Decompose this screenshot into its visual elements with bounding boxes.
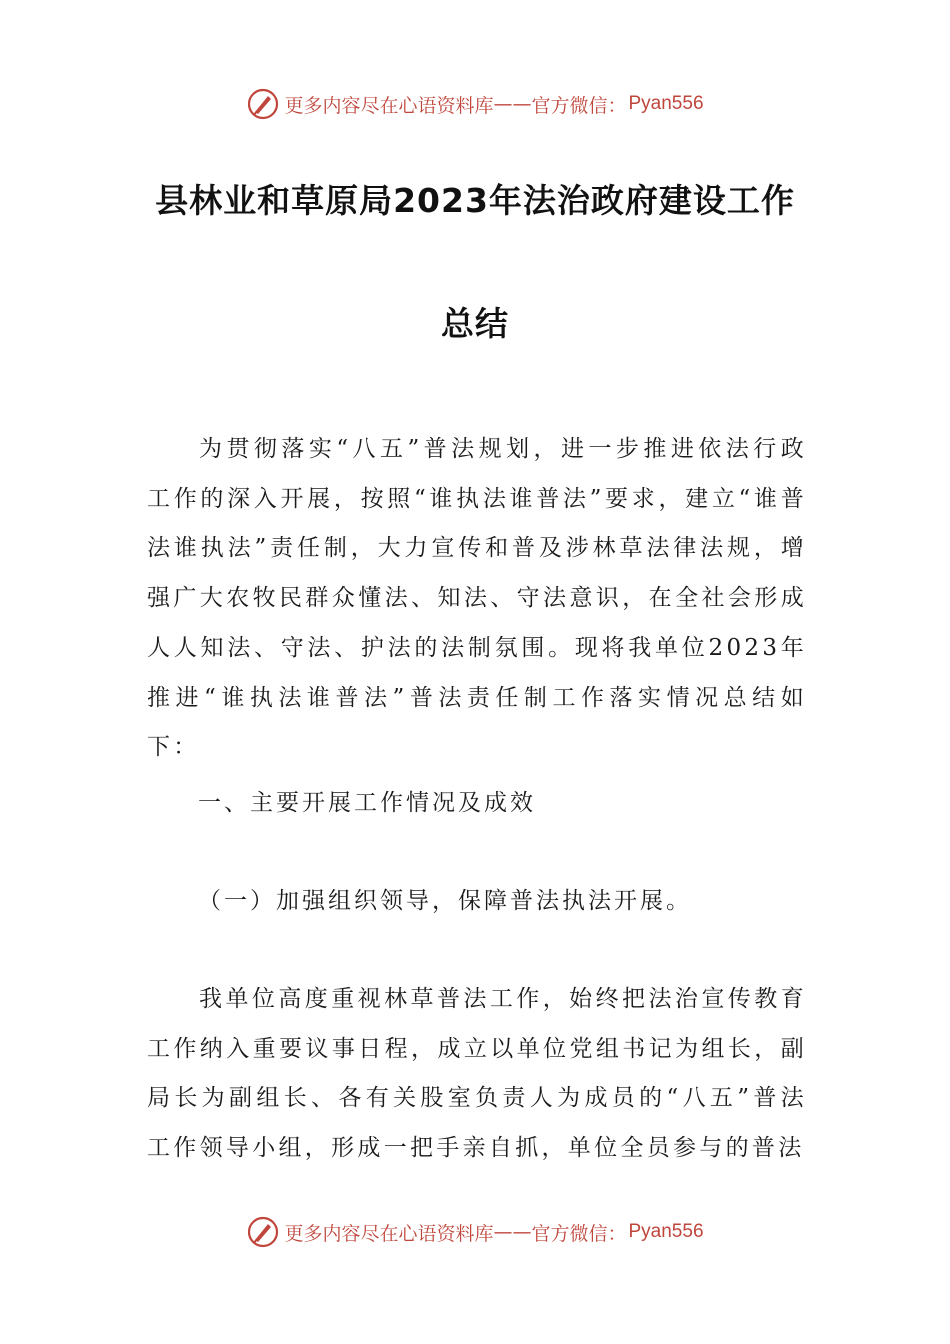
watermark-text: 更多内容尽在心语资料库 <box>284 1222 494 1245</box>
watermark-dash: —— <box>493 1221 532 1243</box>
watermark-wechat-id: Pyan556 <box>628 1221 704 1242</box>
watermark-wechat-label: 官方微信： <box>531 94 627 117</box>
quill-logo-icon <box>246 87 280 121</box>
watermark-banner-bottom <box>0 1212 950 1252</box>
document-title-line2: 总结 <box>441 304 509 343</box>
watermark-dash: —— <box>493 93 532 115</box>
watermark-wechat-id: Pyan556 <box>628 93 704 114</box>
section-heading: 一、主要开展工作情况及成效 <box>198 790 536 816</box>
watermark-wechat-label: 官方微信： <box>531 1222 627 1245</box>
intro-paragraph: 为贯彻落实“八五”普法规划，进一步推进依法行政工作的深入开展，按照“谁执法谁普法”要求，建立“谁普法谁执法”责任制，大力宣传和普及涉林草法律法规，增强广大农牧民群众懂法、知法、守法意识，在全社会形成人人知法、守法、护法的法制氛围。现将我单位2023年推进“谁执法谁普法”普法责任制工作落实情况总结如下： <box>147 436 807 761</box>
quill-logo-icon <box>246 1215 280 1249</box>
subsection-paragraph: 我单位高度重视林草普法工作，始终把法治宣传教育工作纳入重要议事日程，成立以单位党组书记为组长，副局长为副组长、各有关股室负责人为成员的“八五”普法工作领导小组，形成一把手亲自抓，单位全员参与的普法 <box>147 986 807 1162</box>
watermark-text: 更多内容尽在心语资料库 <box>284 94 494 117</box>
subsection-heading: （一）加强组织领导，保障普法执法开展。 <box>198 888 692 914</box>
document-title-line1: 县林业和草原局2023年法治政府建设工作 <box>155 181 795 220</box>
watermark-banner-top <box>0 84 950 124</box>
